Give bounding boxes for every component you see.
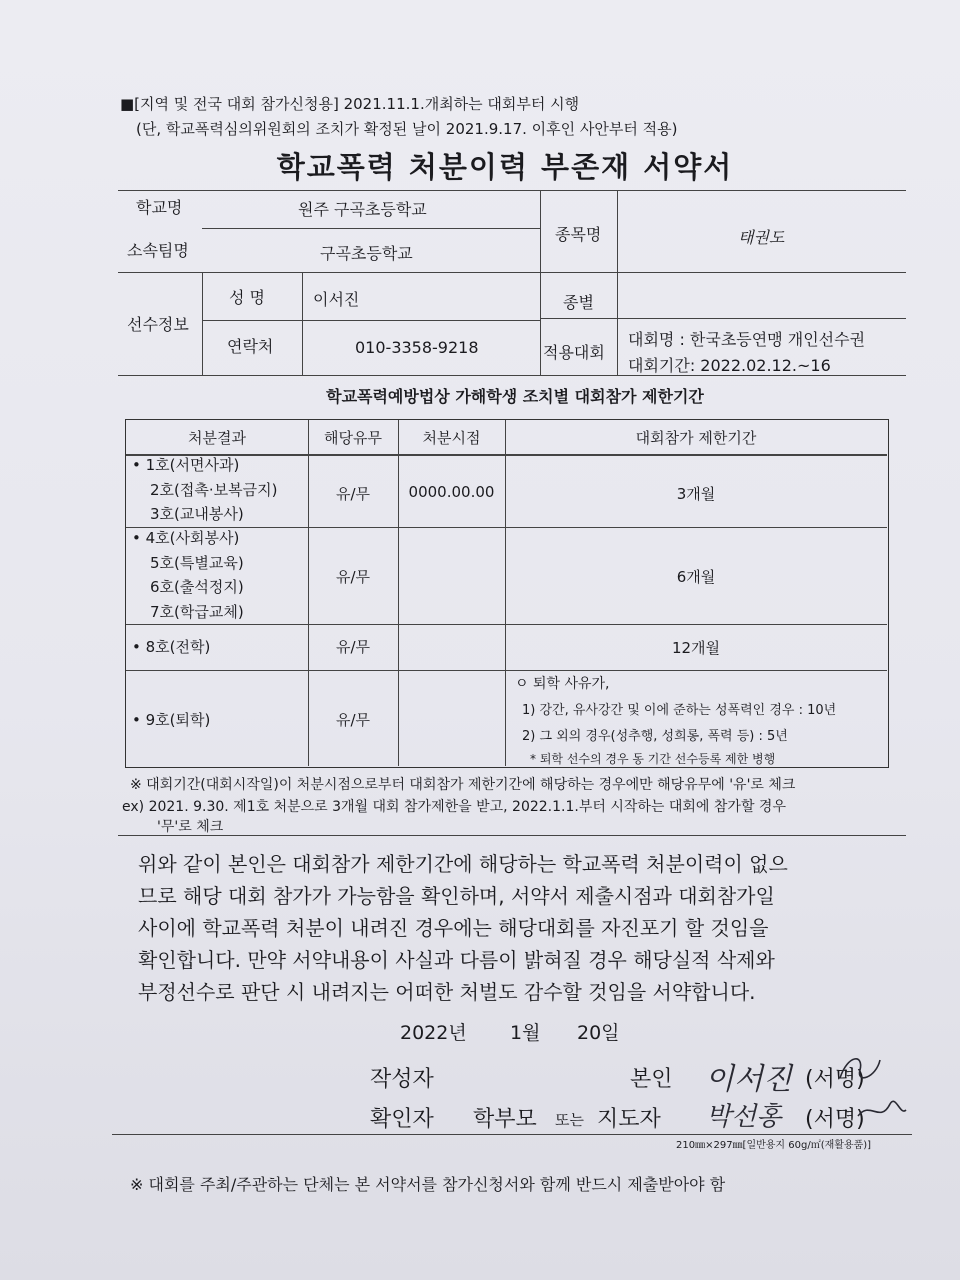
table-row-item: • 1호(서면사과) bbox=[132, 456, 240, 474]
paper-spec: 210㎜×297㎜[일반용지 60g/㎡(재활용품)] bbox=[676, 1140, 872, 1151]
col-header-result: 처분결과 bbox=[188, 429, 246, 447]
rule bbox=[202, 228, 540, 229]
pledge-paragraph bbox=[138, 848, 898, 1008]
col-header-period: 대회참가 제한기간 bbox=[635, 429, 757, 447]
player-info-label: 선수정보 bbox=[127, 315, 189, 334]
writer-label: 작성자 bbox=[370, 1067, 434, 1092]
self-handwritten-signature: 이서진 bbox=[705, 1062, 792, 1097]
rule bbox=[202, 320, 540, 321]
date-month: 1월 bbox=[510, 1022, 541, 1044]
header-notice-line1: ■[지역 및 전국 대회 참가신청용] 2021.11.1.개최하는 대회부터 시행 bbox=[120, 95, 580, 113]
table-row-item: 2호(접촉·보복금지) bbox=[150, 481, 278, 499]
table-note: ※ 대회기간(대회시작일)이 처분시점으로부터 대회참가 제한기간에 해당하는 경우에만 해당유무에 '유'로 체크 bbox=[130, 777, 796, 793]
or-label: 또는 bbox=[555, 1111, 584, 1129]
contact-label: 연락처 bbox=[227, 337, 274, 356]
rule bbox=[202, 272, 203, 375]
parent-label: 학부모 bbox=[473, 1107, 537, 1132]
footer-note: ※ 대회를 주최/주관하는 단체는 본 서약서를 참가신청서와 함께 반드시 제출받아야 함 bbox=[130, 1175, 726, 1194]
table-row-item: • 8호(전학) bbox=[132, 638, 211, 656]
restriction-table bbox=[125, 419, 889, 768]
event-value: 태권도 bbox=[738, 228, 785, 247]
table-row-item: • 9호(퇴학) bbox=[132, 711, 211, 729]
school-label: 학교명 bbox=[136, 198, 183, 217]
date-day: 20일 bbox=[577, 1022, 620, 1044]
col-header-date: 처분시점 bbox=[422, 429, 481, 447]
rule bbox=[118, 272, 906, 273]
expulsion-note-line: ㅇ 퇴학 사유가, bbox=[515, 676, 610, 692]
self-label: 본인 bbox=[630, 1067, 673, 1092]
gender-label: 종별 bbox=[563, 293, 594, 312]
rule bbox=[398, 420, 399, 766]
rule bbox=[126, 527, 887, 528]
applicable-value: 유/무 bbox=[335, 485, 371, 503]
table-row-item: • 4호(사회봉사) bbox=[132, 529, 240, 547]
expulsion-note-line: 2) 그 외의 경우(성추행, 성희롱, 폭력 등) : 5년 bbox=[522, 729, 788, 744]
rule bbox=[118, 835, 906, 836]
restriction-subtitle: 학교폭력예방법상 가해학생 조치별 대회참가 제한기간 bbox=[326, 387, 704, 406]
header-notice-line2: (단, 학교폭력심의위원회의 조치가 확정된 날이 2021.9.17. 이후인 사안부터 적용) bbox=[136, 120, 678, 138]
contact-value: 010-3358-9218 bbox=[355, 338, 479, 357]
rule bbox=[540, 318, 906, 319]
name-value: 이서진 bbox=[313, 290, 360, 309]
table-row-item: 5호(특별교육) bbox=[150, 554, 244, 572]
team-value: 구곡초등학교 bbox=[320, 244, 413, 263]
restriction-period: 3개월 bbox=[676, 485, 716, 503]
document-title: 학교폭력 처분이력 부존재 서약서 bbox=[276, 150, 734, 184]
restriction-period: 12개월 bbox=[671, 639, 721, 657]
col-header-applicable: 해당유무 bbox=[324, 429, 382, 447]
expulsion-note-line: 1) 강간, 유사강간 및 이에 준하는 성폭력인 경우 : 10년 bbox=[522, 703, 837, 718]
pledge-line: 위와 같이 본인은 대회참가 제한기간에 해당하는 학교폭력 처분이력이 없으 bbox=[138, 852, 788, 876]
team-label: 소속팀명 bbox=[127, 241, 189, 260]
coach-label: 지도자 bbox=[597, 1107, 661, 1132]
signature-scribble bbox=[830, 1048, 890, 1088]
competition-period: 대회기간: 2022.02.12.~16 bbox=[628, 356, 831, 375]
rule bbox=[540, 190, 541, 375]
table-row-item: 3호(교내봉사) bbox=[150, 505, 244, 523]
rule bbox=[126, 454, 887, 456]
applicable-value: 유/무 bbox=[335, 638, 371, 656]
rule bbox=[126, 670, 887, 671]
pledge-line: 확인합니다. 만약 서약내용이 사실과 다름이 밝혀질 경우 해당실적 삭제와 bbox=[138, 948, 775, 972]
applicable-value: 유/무 bbox=[335, 568, 371, 586]
sign-mark: (서명) bbox=[805, 1107, 865, 1132]
event-label: 종목명 bbox=[555, 225, 602, 244]
table-note-example: ex) 2021. 9.30. 제1호 처분으로 3개월 대회 참가제한을 받고, 2022.1.1.부터 시작하는 대회에 참가할 경우 bbox=[122, 799, 786, 815]
table-row-item: 6호(출석정지) bbox=[150, 578, 244, 596]
coach-handwritten-signature: 박선홍 bbox=[706, 1102, 782, 1132]
expulsion-note-line: * 퇴학 선수의 경우 동 기간 선수등록 제한 병행 bbox=[530, 752, 776, 766]
disposition-date: 0000.00.00 bbox=[408, 483, 495, 501]
restriction-period: 6개월 bbox=[676, 568, 716, 586]
competition-label: 적용대회 bbox=[543, 343, 605, 362]
table-row-item: 7호(학급교체) bbox=[150, 603, 244, 621]
table-note-example-cont: '무'로 체크 bbox=[157, 819, 224, 835]
rule bbox=[617, 190, 618, 375]
competition-name: 대회명 : 한국초등연맹 개인선수권 bbox=[628, 330, 866, 349]
rule bbox=[505, 420, 506, 766]
school-value: 원주 구곡초등학교 bbox=[298, 200, 427, 219]
name-label: 성 명 bbox=[229, 288, 265, 307]
rule bbox=[302, 272, 303, 375]
pledge-line: 므로 해당 대회 참가가 가능함을 확인하며, 서약서 제출시점과 대회참가일 bbox=[138, 884, 775, 908]
rule bbox=[112, 1134, 912, 1135]
date-year: 2022년 bbox=[400, 1022, 467, 1044]
sign-mark: (서명) bbox=[805, 1067, 865, 1092]
rule bbox=[126, 624, 887, 625]
confirmer-label: 확인자 bbox=[370, 1107, 434, 1132]
rule bbox=[118, 190, 906, 191]
pledge-line: 사이에 학교폭력 처분이 내려진 경우에는 해당대회를 자진포기 할 것임을 bbox=[138, 916, 769, 940]
pledge-line: 부정선수로 판단 시 내려지는 어떠한 처벌도 감수할 것임을 서약합니다. bbox=[138, 980, 756, 1004]
signature-scribble bbox=[850, 1090, 910, 1130]
applicable-value: 유/무 bbox=[335, 711, 371, 729]
